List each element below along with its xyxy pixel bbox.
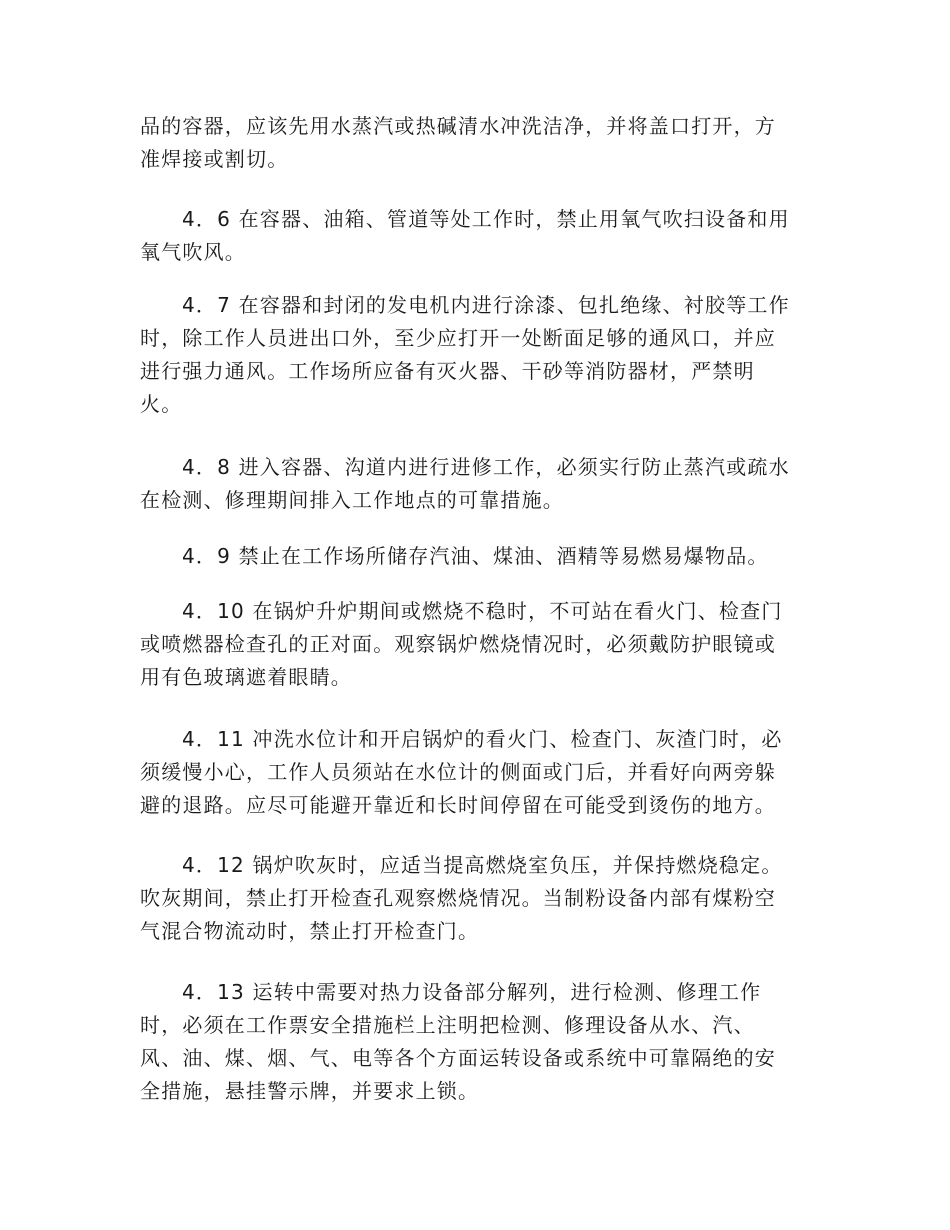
text-line: 全措施，悬挂警示牌，并要求上锁。 bbox=[140, 1079, 480, 1103]
paragraph-continuation bbox=[140, 110, 805, 176]
text-line: 用有色玻璃遮着眼睛。 bbox=[140, 665, 352, 689]
text-line: 时，除工作人员进出口外，至少应打开一处断面足够的通风口，并应 bbox=[140, 326, 776, 350]
text-line: 4．13 运转中需要对热力设备部分解列，进行检测、修理工作 bbox=[182, 980, 762, 1004]
text-line: 氧气吹风。 bbox=[140, 240, 246, 264]
text-line: 4．9 禁止在工作场所储存汽油、煤油、酒精等易燃易爆物品。 bbox=[182, 544, 769, 568]
paragraph-4-9 bbox=[140, 540, 805, 573]
text-line: 在检测、修理期间排入工作地点的可靠措施。 bbox=[140, 488, 564, 512]
text-line: 4．12 锅炉吹灰时，应适当提高燃烧室负压，并保持燃烧稳定。 bbox=[182, 853, 783, 877]
text-line: 或喷燃器检查孔的正对面。观察锅炉燃烧情况时，必须戴防护眼镜或 bbox=[140, 632, 776, 656]
text-line: 避的退路。应尽可能避开靠近和长时间停留在可能受到烫伤的地方。 bbox=[140, 793, 776, 817]
text-line: 吹灰期间，禁止打开检查孔观察燃烧情况。当制粉设备内部有煤粉空 bbox=[140, 886, 776, 910]
paragraph-4-12 bbox=[140, 849, 805, 948]
text-line: 火。 bbox=[140, 392, 183, 416]
paragraph-4-7 bbox=[140, 289, 805, 421]
paragraph-4-8 bbox=[140, 451, 805, 517]
text-line: 品的容器，应该先用水蒸汽或热碱清水冲洗洁净，并将盖口打开，方 bbox=[140, 114, 776, 138]
text-line: 须缓慢小心，工作人员须站在水位计的侧面或门后，并看好向两旁躲 bbox=[140, 760, 776, 784]
text-line: 4．6 在容器、油箱、管道等处工作时，禁止用氧气吹扫设备和用 bbox=[182, 207, 790, 231]
text-line: 风、油、煤、烟、气、电等各个方面运转设备或系统中可靠隔绝的安 bbox=[140, 1046, 776, 1070]
text-line: 进行强力通风。工作场所应备有灭火器、干砂等消防器材，严禁明 bbox=[140, 359, 755, 383]
text-line: 4．7 在容器和封闭的发电机内进行涂漆、包扎绝缘、衬胶等工作 bbox=[182, 293, 790, 317]
text-line: 气混合物流动时，禁止打开检查门。 bbox=[140, 919, 480, 943]
text-line: 时，必须在工作票安全措施栏上注明把检测、修理设备从水、汽、 bbox=[140, 1013, 755, 1037]
text-line: 4．10 在锅炉升炉期间或燃烧不稳时，不可站在看火门、检查门 bbox=[182, 599, 783, 623]
paragraph-4-11 bbox=[140, 723, 805, 822]
paragraph-4-10 bbox=[140, 595, 805, 694]
text-line: 4．11 冲洗水位计和开启锅炉的看火门、检查门、灰渣门时，必 bbox=[182, 727, 783, 751]
text-line: 准焊接或割切。 bbox=[140, 147, 289, 171]
text-line: 4．8 进入容器、沟道内进行进修工作，必须实行防止蒸汽或疏水 bbox=[182, 455, 790, 479]
paragraph-4-6 bbox=[140, 203, 805, 269]
paragraph-4-13 bbox=[140, 976, 805, 1108]
